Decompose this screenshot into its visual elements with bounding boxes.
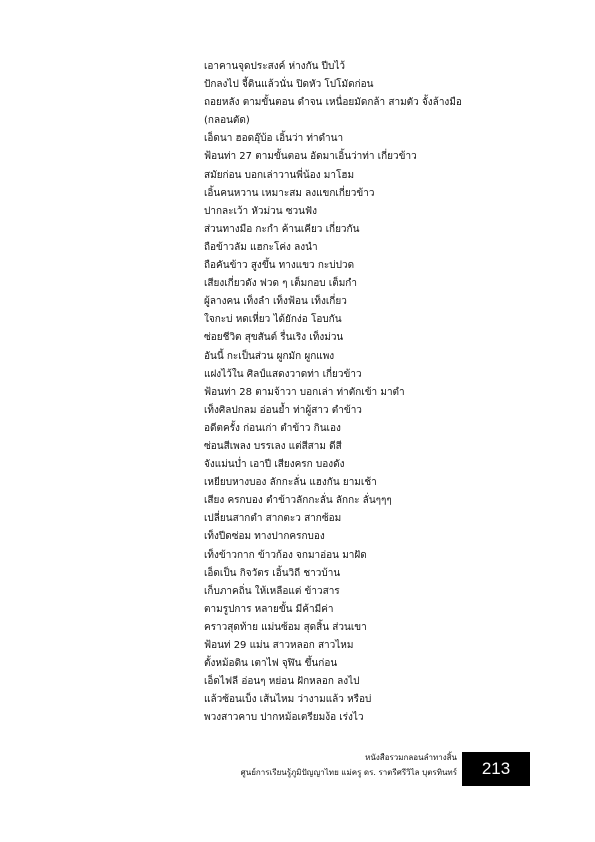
poem-line: ปักลงไป จี้ดินแล้วนั่น ปิดหัว โปโมัดก่อน: [204, 79, 374, 91]
poem-line: จังแม่นบ่ำ เอาปี เสียงครก บองดัง: [204, 459, 345, 471]
poem-line: อันนี้ กะเป็นส่วน ผูกมัก ผูกแพง: [204, 350, 335, 362]
poem-line: แฝงไว้ใน ศิลป์แสดงวาดท่า เกี่ยวข้าว: [204, 368, 362, 380]
poem-line: ถอยหลัง ตามขั้นตอน ดำจน เหนื่อยมัดกล้า สามตัว จั้งล้างมือ: [204, 97, 462, 109]
poem-line: เสียงเกี่ยวดัง ฟวด ๆ เต็มกอบ เต็มกำ: [204, 278, 357, 290]
poem-line: เท็งศิลปกลม อ่อนย้ำ ท่าผู้สาว ตำข้าว: [204, 404, 362, 416]
page-number: 213: [481, 759, 511, 778]
poem-line: อดีตครั้ง ก่อนเก่า ตำข้าว กินเอง: [204, 422, 341, 434]
poem-line: ใจกะบ่ หดเหี่ยว ได้ยักง่อ โอบกัน: [204, 314, 342, 326]
poem-line: แล้วซ้อนเบ็ง เส้นไหม ว่างามแล้ว หรือบ่: [204, 694, 372, 706]
footer-publisher: ศูนย์การเรียนรู้ภูมิปัญญาไทย แม่ครู ดร. ราตรีศรีวิไล บุตรทินทร์: [240, 768, 457, 777]
poem-line: เอ็ดเป็น กิจวัตร เอิ้นวิถี ชาวบ้าน: [204, 567, 341, 579]
poem-line: เสียง ครกบอง ตำข้าวลักกะลั่น ลักกะ ลั่นๆๆๆ: [204, 495, 392, 507]
poem-line: ฟ้อนท่า 28 ตามจ้าวา บอกเล่า ท่าตักเข้า มาตำ: [204, 386, 405, 398]
poem-line: ผู้ลางคน เท็งลำ เท็งฟ้อน เท็งเกี่ยว: [204, 296, 347, 308]
poem-line: เหยียบหางบอง ลักกะลั่น แฮงกัน ยามเช้า: [204, 477, 377, 489]
footer-book-title: หนังสือรวมกลอนลำทางสิ้น: [365, 753, 457, 762]
poem-verse-block: [204, 58, 574, 727]
poem-line: เท็งปีดซ่อม ทางปากครกบอง: [204, 531, 325, 543]
page-footer: [241, 750, 457, 780]
poem-line: เอาคานจุดประสงค์ ห่างกัน ปีบไว้: [204, 61, 345, 72]
poem-line: พวงสาวคาบ ปากหม้อเตรียมง้อ เร่งไว: [204, 712, 364, 724]
poem-line: ซ่อนสีเพลง บรรเลง แต่สีสาม ดีสี: [204, 440, 342, 452]
poem-line: เอิ้นคนหวาน เหมาะสม ลงแขกเกี่ยวข้าว: [204, 187, 375, 199]
poem-line: เท็งข้าวกาก ข้าวก้อง จกมาอ่อน มาฝัด: [204, 549, 367, 561]
poem-line: เอ็ดไฟลี อ่อนๆ หย่อน ฝักหลอก ลงไป: [204, 676, 360, 688]
poem-line: ตามรูปการ หลายขั้น มีค้ามีค่า: [204, 603, 334, 615]
poem-line: (กลอนตัด): [204, 115, 250, 127]
poem-line: ปากละเว้า หัวม่วน ซวนฟัง: [204, 205, 317, 217]
poem-line: ซ่อยชีวิต สุขสันต์ รื่นเริง เท็งม่วน: [204, 332, 344, 344]
poem-line: ฟ้อนท่ 29 แม่น สาวหลอก สาวไหม: [204, 640, 354, 651]
poem-line: เปลี่ยนสากตำ สากตะว สากซ้อม: [204, 513, 342, 525]
poem-line: ถือคันข้าว สูงขึ้น ทางแขว กะบ่ปวด: [204, 260, 355, 272]
poem-line: สมัยก่อน บอกเล่าวานพี่น้อง มาโฮม: [204, 169, 355, 181]
poem-line: เก็บภาคถิ่น ให้เหลือแต่ ข้าวสาร: [204, 585, 340, 597]
poem-line: ฟ้อนท่า 27 ตามขั้นตอน อัดมาเอิ้นว่าท่า เกี่ยวข้าว: [204, 151, 417, 163]
poem-line: ถือข้าวลัม แฮกะโค่ง ลงนำ: [204, 241, 318, 253]
poem-line: เอ็ดนา ฮอดอุ๊บ้อ เอิ้นว่า ท่าดำนา: [204, 133, 344, 145]
poem-line: ตั้งหม้อดิน เตาไฟ จุฬิน ขึ้นก่อน: [204, 658, 338, 670]
page-number-badge: [462, 752, 530, 786]
poem-line: ส่วนทางมือ กะกำ ค้านเคียว เกี่ยวกัน: [204, 223, 360, 235]
poem-line: คราวสุดท้าย แม่นซ้อม สุดสิ้น ส่วนเขา: [204, 621, 367, 633]
